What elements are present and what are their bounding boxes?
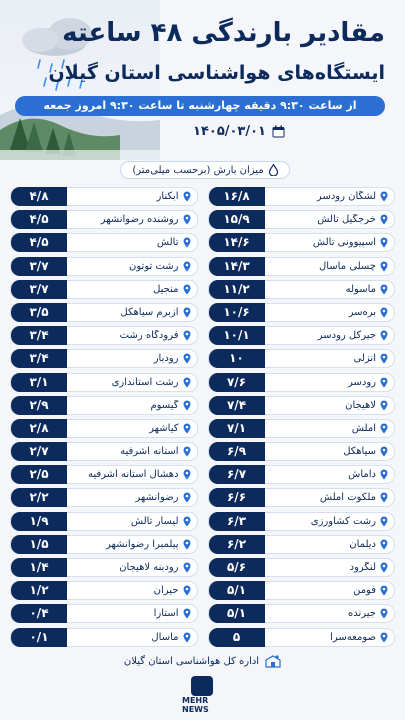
station-row [208, 233, 396, 252]
station-row [208, 512, 396, 531]
location-pin-icon [380, 469, 388, 480]
location-pin-icon [380, 608, 388, 619]
station-name: لنگرود [349, 562, 376, 573]
station-name: لیسار تالش [130, 515, 179, 527]
location-pin-icon [183, 423, 191, 434]
location-pin-icon [183, 446, 191, 457]
station-row [208, 419, 396, 438]
logo-mark-icon [191, 676, 213, 696]
station-row [10, 326, 198, 345]
location-pin-icon [183, 261, 191, 272]
station-name: روشنده رضوانشهر [100, 214, 179, 226]
rainfall-value: ۱۰/۶ [209, 303, 265, 322]
station-row [10, 373, 198, 392]
location-pin-icon [380, 214, 388, 225]
rainfall-value: ۳/۷ [11, 257, 67, 276]
station-row [10, 535, 198, 554]
station-name: رودبار [153, 353, 179, 365]
station-name: ملکوت املش [319, 492, 376, 504]
rainfall-value: ۴/۵ [11, 210, 67, 229]
rainfall-value: ۶/۷ [209, 465, 265, 484]
station-row [10, 233, 198, 252]
station-row [208, 535, 396, 554]
location-pin-icon [183, 214, 191, 225]
rainfall-value: ۴/۵ [11, 233, 67, 252]
station-row [10, 581, 198, 600]
page-title: مقادیر بارندگی ۴۸ ساعته [62, 18, 385, 48]
rainfall-value: ۲/۷ [11, 442, 67, 461]
page-subtitle: ایستگاه‌های هواشناسی استان گیلان [48, 62, 385, 84]
station-row [10, 187, 198, 206]
rainfall-value: ۱۱/۲ [209, 280, 265, 299]
rainfall-value: ۶/۳ [209, 512, 265, 531]
station-name: پیلمبرا رضوانشهر [106, 538, 179, 550]
location-pin-icon [183, 632, 191, 643]
station-name: رشت توتون [129, 260, 179, 272]
location-pin-icon [183, 307, 191, 318]
location-pin-icon [380, 446, 388, 457]
calendar-icon [272, 125, 285, 138]
station-name: انزلی [353, 353, 376, 365]
rainfall-value: ۳/۵ [11, 303, 67, 322]
location-pin-icon [183, 377, 191, 388]
rainfall-value: ۳/۷ [11, 280, 67, 299]
station-name: آستارا [153, 608, 179, 620]
station-name: کیاشهر [149, 422, 179, 434]
station-name: دهشال آستانه اشرفیه [87, 469, 179, 481]
rainfall-value: ۵ [209, 628, 265, 647]
location-pin-icon [183, 353, 191, 364]
station-row [10, 512, 198, 531]
station-name: حیران [153, 585, 179, 597]
station-row [10, 210, 198, 229]
station-row [208, 558, 396, 577]
location-pin-icon [380, 330, 388, 341]
station-row [208, 373, 396, 392]
rainfall-value: ۱۴/۳ [209, 257, 265, 276]
station-row [208, 604, 396, 623]
station-row [208, 628, 396, 647]
rainfall-value: ۵/۱ [209, 604, 265, 623]
rainfall-value: ۶/۲ [209, 535, 265, 554]
location-pin-icon [183, 492, 191, 503]
location-pin-icon [380, 237, 388, 248]
station-name: منجیل [153, 283, 179, 295]
station-name: رودبنه لاهیجان [119, 562, 179, 573]
rainfall-value: ۵/۶ [209, 558, 265, 577]
station-row [10, 257, 198, 276]
station-name: گیسوم [150, 399, 179, 411]
rainfall-value: ۱/۵ [11, 535, 67, 554]
station-row [208, 465, 396, 484]
station-name: جیرنده [348, 608, 376, 620]
rainfall-value: ۱/۹ [11, 512, 67, 531]
station-name: آستانه اشرفیه [120, 446, 179, 458]
rainfall-value: ۱/۴ [11, 558, 67, 577]
rainfall-value: ۱۵/۹ [209, 210, 265, 229]
station-row [208, 210, 396, 229]
station-row [10, 419, 198, 438]
location-pin-icon [380, 423, 388, 434]
location-pin-icon [380, 353, 388, 364]
station-name: برەسر [348, 306, 376, 318]
rainfall-value: ۱۰ [209, 349, 265, 368]
date-text: ۱۴۰۵/۰۳/۰۱ [193, 124, 266, 139]
rainfall-value: ۴/۸ [11, 187, 67, 206]
rainfall-value: ۰/۱ [11, 628, 67, 647]
station-name: ماسوله [345, 283, 376, 295]
station-name: داماش [348, 469, 376, 481]
station-row [208, 488, 396, 507]
station-row [208, 187, 396, 206]
water-drop-icon [269, 164, 278, 176]
station-lists [10, 187, 395, 647]
station-name: ماسال [151, 631, 179, 643]
location-pin-icon [183, 562, 191, 573]
location-pin-icon [183, 608, 191, 619]
station-name: چسلی ماسال [318, 260, 376, 272]
rainfall-value: ۲/۲ [11, 488, 67, 507]
rainfall-value: ۳/۴ [11, 326, 67, 345]
station-row [208, 581, 396, 600]
station-row [208, 349, 396, 368]
station-row [10, 280, 198, 299]
station-row [10, 465, 198, 484]
location-pin-icon [380, 539, 388, 550]
rainfall-value: ۶/۶ [209, 488, 265, 507]
station-name: آبکنار [156, 191, 179, 202]
rainfall-value: ۵/۱ [209, 581, 265, 600]
station-name: سیاهکل [343, 446, 376, 458]
footer [0, 654, 405, 668]
station-row [10, 303, 198, 322]
rainfall-value: ۲/۹ [11, 396, 67, 415]
mehr-news-logo [182, 676, 222, 716]
station-row [208, 326, 396, 345]
station-row [10, 628, 198, 647]
legend-label: میزان بارش (برحسب میلی‌متر) [132, 164, 264, 176]
legend-badge [120, 161, 290, 179]
date-row [193, 124, 285, 139]
rainfall-value: ۱۰/۱ [209, 326, 265, 345]
location-pin-icon [380, 377, 388, 388]
location-pin-icon [380, 492, 388, 503]
station-name: جیرکل رودسر [317, 330, 376, 342]
rainfall-value: ۷/۴ [209, 396, 265, 415]
location-pin-icon [183, 330, 191, 341]
station-name: اسپیوونی تالش [312, 237, 376, 249]
location-pin-icon [380, 632, 388, 643]
right-column [208, 187, 396, 647]
location-pin-icon [183, 539, 191, 550]
location-pin-icon [380, 400, 388, 411]
station-name: خرجگیل تالش [317, 214, 376, 226]
station-row [10, 442, 198, 461]
location-pin-icon [183, 284, 191, 295]
logo-text: MEHR NEWS [182, 696, 209, 714]
station-row [208, 257, 396, 276]
building-icon [265, 654, 281, 668]
station-name: رشت استانداری [111, 376, 179, 388]
station-name: فرودگاه رشت [119, 330, 179, 342]
station-row [208, 280, 396, 299]
location-pin-icon [380, 191, 388, 202]
location-pin-icon [380, 307, 388, 318]
rainfall-value: ۲/۸ [11, 419, 67, 438]
location-pin-icon [183, 237, 191, 248]
station-name: املش [351, 422, 376, 434]
location-pin-icon [183, 585, 191, 596]
station-name: تالش [156, 237, 179, 249]
station-row [10, 488, 198, 507]
station-name: صومعه‌سرا [330, 631, 376, 643]
station-name: فومن [353, 585, 376, 597]
rainfall-value: ۶/۹ [209, 442, 265, 461]
location-pin-icon [380, 284, 388, 295]
rainfall-value: ۱/۲ [11, 581, 67, 600]
location-pin-icon [183, 516, 191, 527]
footer-source: اداره کل هواشناسی استان گیلان [123, 655, 260, 667]
station-name: رضوانشهر [135, 492, 179, 504]
station-row [208, 303, 396, 322]
rainfall-value: ۰/۴ [11, 604, 67, 623]
period-banner: از ساعت ۹:۳۰ دقیقه چهارشنبه تا ساعت ۹:۳۰ امروز جمعه [15, 96, 385, 116]
left-column [10, 187, 198, 647]
station-row [10, 604, 198, 623]
location-pin-icon [183, 191, 191, 202]
station-name: لاهیجان [345, 399, 376, 411]
station-name: رشت کشاورزی [310, 515, 376, 527]
header [0, 0, 405, 160]
location-pin-icon [380, 585, 388, 596]
station-row [208, 396, 396, 415]
location-pin-icon [380, 516, 388, 527]
rainfall-value: ۷/۱ [209, 419, 265, 438]
station-name: ازبرم سیاهکل [120, 306, 179, 318]
location-pin-icon [380, 261, 388, 272]
rainfall-value: ۲/۵ [11, 465, 67, 484]
station-row [10, 349, 198, 368]
rainfall-value: ۱۶/۸ [209, 187, 265, 206]
rainfall-value: ۷/۶ [209, 373, 265, 392]
station-row [10, 558, 198, 577]
location-pin-icon [183, 469, 191, 480]
station-name: رودسر [347, 376, 376, 388]
station-row [10, 396, 198, 415]
station-name: دیلمان [349, 538, 376, 550]
rainfall-value: ۳/۴ [11, 349, 67, 368]
location-pin-icon [380, 562, 388, 573]
rainfall-value: ۳/۱ [11, 373, 67, 392]
station-row [208, 442, 396, 461]
location-pin-icon [183, 400, 191, 411]
station-name: لشگان رودسر [316, 191, 376, 202]
rainfall-value: ۱۴/۶ [209, 233, 265, 252]
